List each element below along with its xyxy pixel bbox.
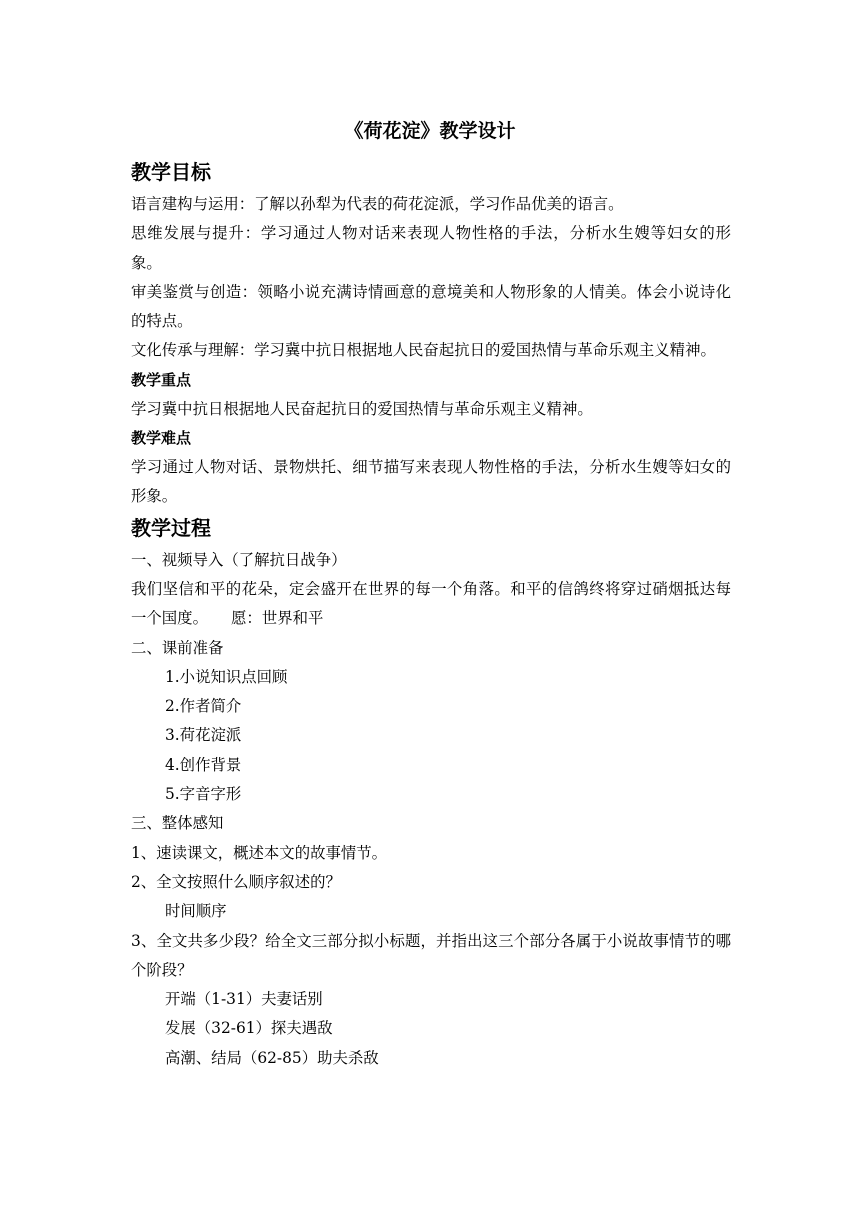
prep-item: 3.荷花淀派 xyxy=(165,726,242,745)
prep-item: 5.字音字形 xyxy=(165,785,242,804)
heading-process: 教学过程 xyxy=(131,515,211,540)
prep-item: 1.小说知识点回顾 xyxy=(165,667,288,686)
answer: 开端（1-31）夫妻话别 xyxy=(165,990,323,1009)
goal-item: 思维发展与提升：学习通过人物对话来表现人物性格的手法，分析水生嫂等妇女的形象。 xyxy=(131,224,731,272)
section-title: 二、课前准备 xyxy=(131,638,224,657)
section-text: 我们坚信和平的花朵，定会盛开在世界的每一个角落。和平的信鸽终将穿过硝烟抵达每一个国度。 愿：世界和平 xyxy=(131,579,731,628)
goal-item: 文化传承与理解：学习冀中抗日根据地人民奋起抗日的爱国热情与革命乐观主义精神。 xyxy=(131,341,716,360)
goal-item: 审美鉴赏与创造：领略小说充满诗情画意的意境美和人物形象的人情美。体会小说诗化的特点。 xyxy=(131,282,731,331)
heading-key-point: 教学重点 xyxy=(131,370,192,389)
answer: 时间顺序 xyxy=(165,902,227,921)
question: 2、全文按照什么顺序叙述的？ xyxy=(131,872,341,891)
key-point-text: 学习冀中抗日根据地人民奋起抗日的爱国热情与革命乐观主义精神。 xyxy=(131,399,593,418)
prep-item: 4.创作背景 xyxy=(165,755,242,774)
answer: 发展（32-61）探夫遇敌 xyxy=(165,1019,333,1038)
document-title: 《荷花淀》教学设计 xyxy=(344,120,516,142)
section-title: 一、视频导入（了解抗日战争） xyxy=(131,550,347,569)
prep-item: 2.作者简介 xyxy=(165,697,242,716)
question: 1、速读课文，概述本文的故事情节。 xyxy=(131,843,388,862)
heading-difficulty: 教学难点 xyxy=(131,429,192,448)
document-body xyxy=(131,156,731,1073)
section-title: 三、整体感知 xyxy=(131,814,224,833)
heading-goals: 教学目标 xyxy=(131,160,211,184)
question: 3、全文共多少段？给全文三部分拟小标题，并指出这三个部分各属于小说故事情节的哪个阶段？ xyxy=(131,931,731,979)
difficulty-text: 学习通过人物对话、景物烘托、细节描写来表现人物性格的手法，分析水生嫂等妇女的形象。 xyxy=(131,458,731,506)
answer: 高潮、结局（62-85）助夫杀敌 xyxy=(165,1048,379,1067)
goal-item: 语言建构与运用：了解以孙犁为代表的荷花淀派，学习作品优美的语言。 xyxy=(131,195,624,213)
